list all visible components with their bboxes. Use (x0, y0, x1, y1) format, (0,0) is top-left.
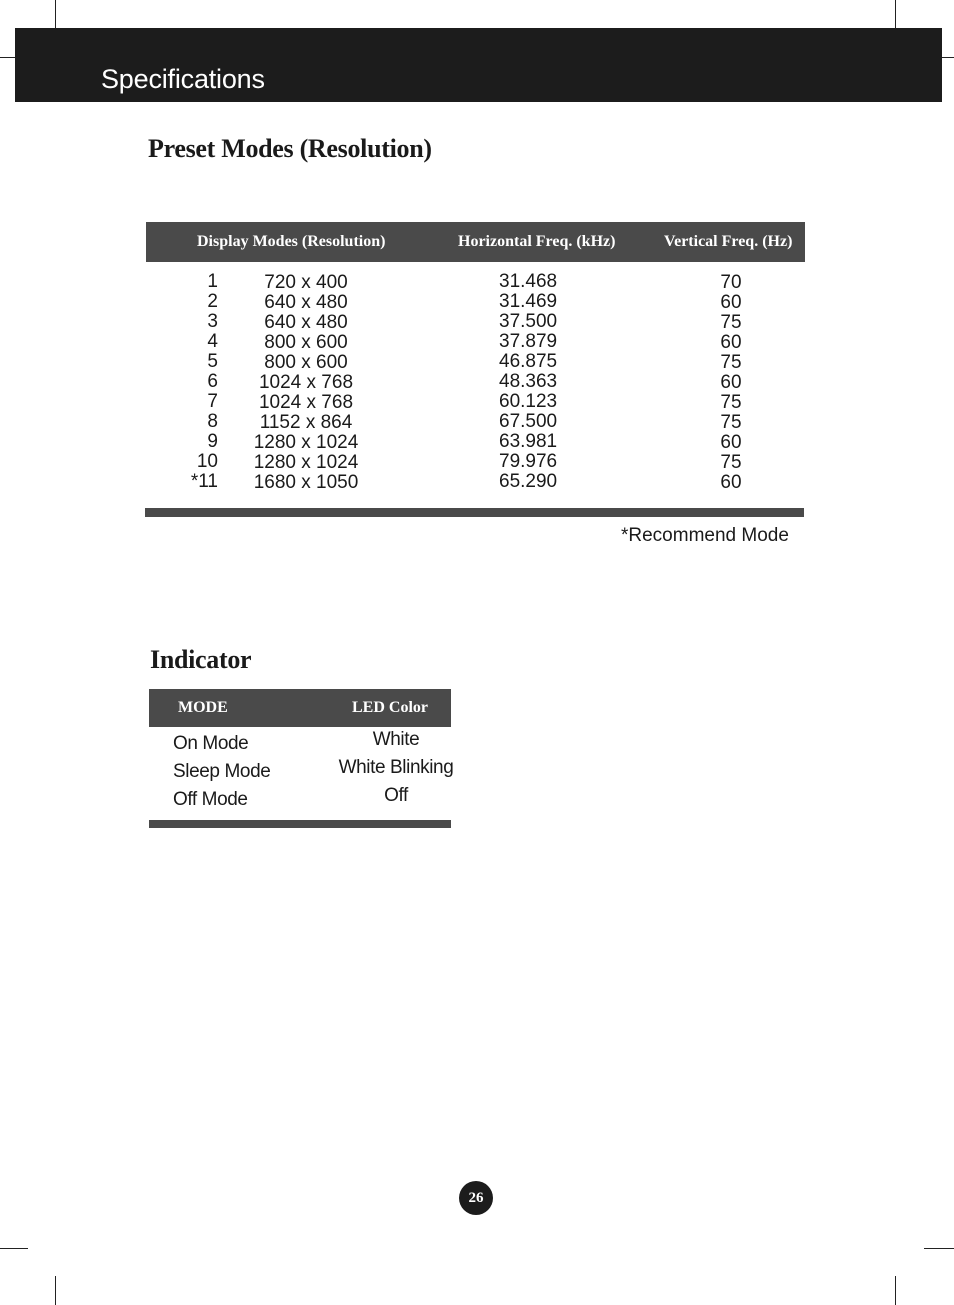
crop-mark (942, 57, 954, 58)
table-cell: 7 (207, 391, 218, 412)
table-cell: 3 (207, 311, 218, 332)
preset-col-number (168, 272, 218, 492)
table-cell: White Blinking (338, 757, 454, 778)
table-cell: 800 x 600 (264, 352, 348, 373)
table-cell: 4 (207, 331, 218, 352)
table-cell: 2 (207, 291, 218, 312)
table-cell: 1280 x 1024 (253, 452, 359, 473)
table-cell: 800 x 600 (264, 332, 348, 353)
table-cell: 1 (207, 271, 218, 292)
table-cell: 75 (720, 452, 742, 473)
table-cell: 60 (720, 472, 742, 493)
crop-mark (55, 1276, 56, 1305)
table-cell: On Mode (173, 733, 249, 754)
page-header-title: Specifications (101, 64, 265, 94)
table-cell: 46.875 (499, 351, 558, 372)
crop-mark (895, 0, 896, 28)
table-cell: 37.500 (499, 311, 558, 332)
col-display-modes: Display Modes (Resolution) (197, 233, 386, 250)
table-cell: 75 (720, 412, 742, 433)
crop-mark (55, 0, 56, 28)
table-cell: 65.290 (499, 471, 558, 492)
preset-table-footer-rule (145, 508, 804, 517)
table-cell: 1680 x 1050 (253, 472, 359, 493)
table-cell: 1024 x 768 (258, 372, 354, 393)
recommend-mode-note: *Recommend Mode (621, 525, 789, 546)
table-cell: White (372, 729, 420, 750)
table-cell: 60 (720, 432, 742, 453)
table-cell: 37.879 (499, 331, 558, 352)
col-vertical-freq: Vertical Freq. (Hz) (664, 233, 793, 250)
col-horizontal-freq: Horizontal Freq. (kHz) (458, 233, 616, 250)
preset-modes-title: Preset Modes (Resolution) (148, 134, 432, 163)
col-mode: MODE (178, 699, 228, 716)
col-led-color: LED Color (352, 699, 428, 716)
indicator-col-mode (173, 730, 270, 814)
table-cell: 10 (196, 451, 218, 472)
indicator-table-footer-rule (149, 820, 451, 828)
preset-table-header (146, 222, 805, 262)
table-cell: 6 (207, 371, 218, 392)
table-cell: 8 (207, 411, 218, 432)
table-cell: *11 (190, 471, 218, 492)
table-cell: Off Mode (173, 789, 248, 810)
table-cell: 60 (720, 292, 742, 313)
page-number: 26 (468, 1189, 484, 1206)
preset-col-resolution (236, 273, 376, 493)
table-cell: 1152 x 864 (259, 412, 353, 433)
page-number-badge (459, 1181, 493, 1215)
table-cell: 1024 x 768 (258, 392, 354, 413)
table-cell: 640 x 480 (264, 312, 348, 333)
indicator-title: Indicator (150, 645, 252, 674)
crop-mark (895, 1276, 896, 1305)
table-cell: 75 (720, 352, 742, 373)
table-cell: 79.976 (499, 451, 558, 472)
table-cell: Sleep Mode (173, 761, 271, 782)
table-cell: 1280 x 1024 (253, 432, 359, 453)
indicator-col-led (336, 726, 456, 810)
table-cell: 60.123 (499, 391, 558, 412)
table-cell: 9 (207, 431, 218, 452)
table-cell: 60 (720, 332, 742, 353)
header-bar (15, 28, 942, 102)
table-cell: 48.363 (499, 371, 558, 392)
table-cell: 75 (720, 392, 742, 413)
table-cell: Off (384, 785, 408, 806)
table-cell: 5 (207, 351, 218, 372)
table-cell: 70 (720, 272, 742, 293)
crop-mark (924, 1248, 954, 1249)
table-cell: 31.468 (499, 271, 558, 292)
table-cell: 67.500 (499, 411, 558, 432)
indicator-table-header (149, 689, 451, 727)
table-cell: 75 (720, 312, 742, 333)
table-cell: 63.981 (499, 431, 558, 452)
table-cell: 60 (720, 372, 742, 393)
preset-col-vertical (706, 273, 756, 493)
table-cell: 720 x 400 (264, 272, 348, 293)
preset-col-horizontal (499, 272, 579, 492)
table-cell: 31.469 (499, 291, 558, 312)
crop-mark (0, 57, 15, 58)
crop-mark (0, 1248, 28, 1249)
table-cell: 640 x 480 (264, 292, 348, 313)
